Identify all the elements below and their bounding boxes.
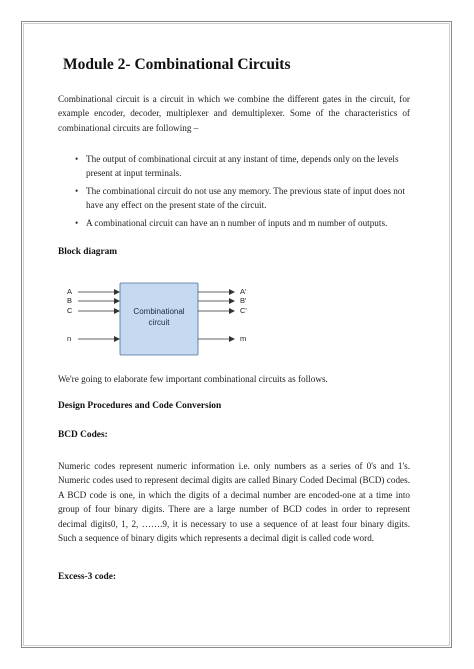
input-label-a: A <box>67 287 73 296</box>
input-label-c: C <box>67 306 73 315</box>
bullet-icon: • <box>75 154 79 164</box>
block-diagram-heading: Block diagram <box>58 247 118 257</box>
page-title: Module 2- Combinational Circuits <box>63 56 291 73</box>
block-diagram <box>58 278 288 360</box>
bcd-paragraph: Numeric codes represent numeric information i.e. only numbers as a series of 0's and 1's. Numeric codes used to represent decimal digits are called Binary Coded Decimal (BCD) codes. A BCD code is one, in which the digits of a decimal number are encoded-one at a time into group of four binary digits. There are a large number of BCD codes in order to represent decimal digits0, 1, 2, …….9, it is necessary to use a sequence of at least four binary digits. Such a sequence of binary digits which represents a decimal digit is called code word. <box>58 461 410 544</box>
list-item-text: The combinational circuit do not use any memory. The previous state of input does not have any effect on the present state of the circuit. <box>86 185 405 211</box>
bcd-codes-heading: BCD Codes: <box>58 430 108 440</box>
intro-paragraph: Combinational circuit is a circuit in which we combine the different gates in the circuit, for example encoder, decoder, multiplexer and demultiplexer. Some of the characteristics of combinational circuits are following – <box>58 94 410 133</box>
list-item-text: A combinational circuit can have an n number of inputs and m number of outputs. <box>86 217 388 228</box>
output-label-c: C' <box>240 306 247 315</box>
bullet-icon: • <box>75 217 79 228</box>
list-item-text: The output of combinational circuit at any instant of time, depends only on the levels present at input terminals. <box>86 154 399 179</box>
list-item <box>58 184 410 213</box>
input-label-n: n <box>67 334 72 343</box>
list-item <box>58 216 410 230</box>
characteristics-list <box>58 152 410 233</box>
input-label-b: B <box>67 296 73 305</box>
box-label-line2: circuit <box>148 318 170 327</box>
output-label-a: A' <box>240 287 247 296</box>
design-procedures-heading: Design Procedures and Code Conversion <box>58 401 222 411</box>
excess3-heading: Excess-3 code: <box>58 572 117 582</box>
box-label-line1: Combinational <box>133 307 185 316</box>
output-label-b: B' <box>240 296 247 305</box>
bullet-icon: • <box>75 185 79 196</box>
list-item <box>58 152 410 181</box>
output-label-m: m <box>240 334 247 343</box>
elaborate-paragraph: We're going to elaborate few important combinational circuits as follows. <box>58 374 328 384</box>
